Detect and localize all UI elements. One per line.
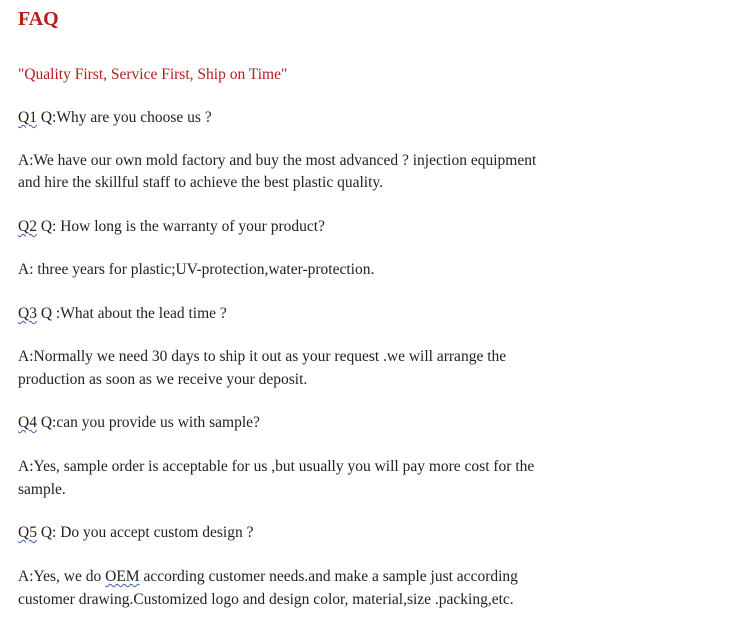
faq-question-3: [18, 303, 638, 325]
question-text: Q :What about the lead time ?: [36, 305, 227, 322]
faq-question-2: [18, 216, 638, 238]
slogan: "Quality First, Service First, Ship on Time": [18, 66, 288, 83]
question-text: Q: Do you accept custom design ?: [36, 524, 254, 541]
faq-answer-4-line-1: A:Yes, sample order is acceptable for us ,but usually you will pay more cost for the: [18, 458, 535, 475]
faq-answer-4-line-2: sample.: [18, 481, 66, 498]
faq-question-5: [18, 522, 638, 544]
question-id: Q3: [18, 305, 37, 322]
question-id: Q5: [18, 524, 37, 541]
question-text: Q:Why are you choose us ?: [36, 109, 212, 126]
answer-text: according customer needs.and make a sample just according: [139, 568, 518, 585]
faq-question-1: [18, 107, 638, 129]
faq-answer-5-line-1: [18, 566, 638, 588]
question-id: Q1: [18, 109, 37, 126]
page-title: FAQ: [18, 8, 59, 30]
question-id: Q2: [18, 218, 37, 235]
faq-answer-2-line-1: A: three years for plastic;UV-protection,water-protection.: [18, 261, 375, 278]
faq-answer-5-line-2: customer drawing.Customized logo and design color, material,size .packing,etc.: [18, 591, 514, 608]
answer-text: A:Yes, we do: [18, 568, 106, 585]
faq-answer-1-line-2: and hire the skillful staff to achieve the best plastic quality.: [18, 174, 384, 191]
faq-answer-3-line-1: A:Normally we need 30 days to ship it out as your request .we will arrange the: [18, 348, 507, 365]
question-id: Q4: [18, 414, 37, 431]
oem-term: OEM: [105, 568, 140, 585]
faq-answer-1-line-1: A:We have our own mold factory and buy the most advanced ? injection equipment: [18, 152, 537, 169]
faq-question-4: [18, 412, 638, 434]
faq-answer-3-line-2: production as soon as we receive your deposit.: [18, 371, 308, 388]
question-text: Q: How long is the warranty of your product?: [36, 218, 325, 235]
question-text: Q:can you provide us with sample?: [36, 414, 260, 431]
